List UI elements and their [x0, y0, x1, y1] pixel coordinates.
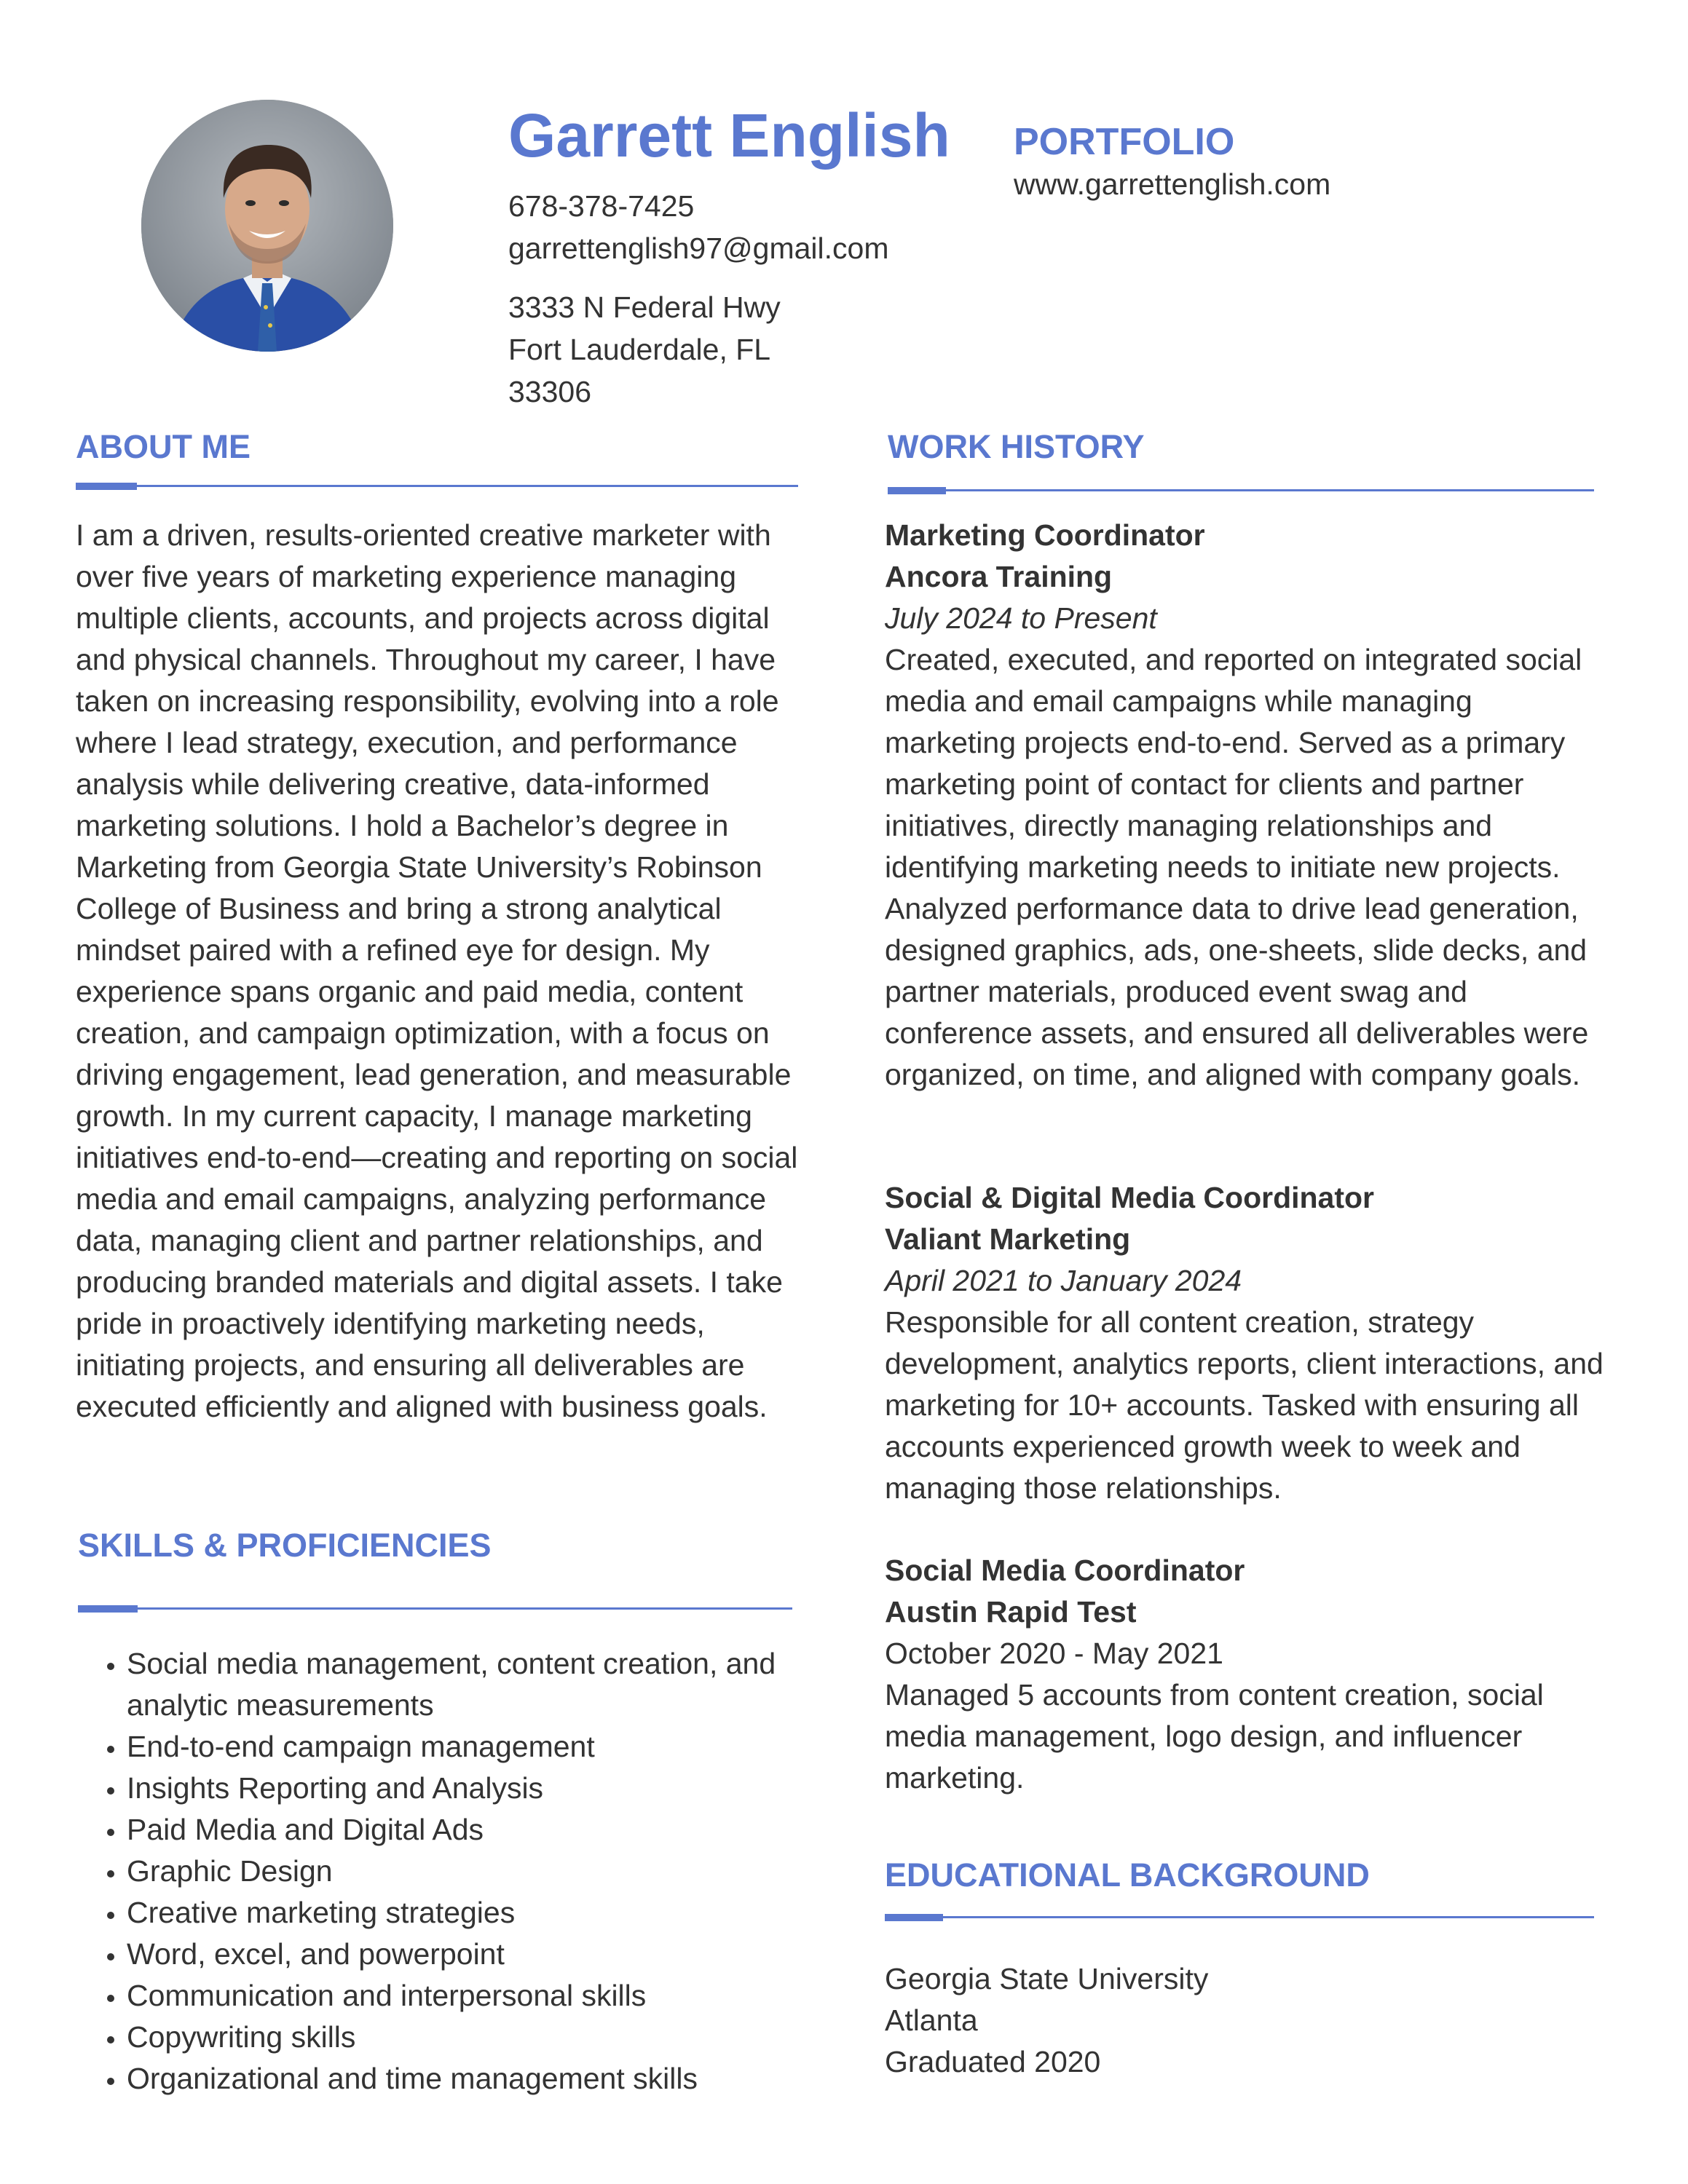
skill-item: • Social media management, content creation, and analytic measurements: [127, 1643, 804, 1726]
work-divider: [888, 489, 1594, 491]
skills-divider: [78, 1607, 792, 1610]
job-title: Social & Digital Media Coordinator: [885, 1181, 1375, 1214]
portfolio-heading: PORTFOLIO: [1014, 121, 1235, 163]
job-entry-2: [885, 1177, 1606, 1509]
skill-item: • Graphic Design: [127, 1851, 804, 1892]
education-entry: [885, 1958, 1606, 2083]
address-line-3: 33306: [508, 375, 592, 408]
about-divider: [76, 485, 798, 487]
job-description: Managed 5 accounts from content creation, social media management, logo design, and influencer marketing.: [885, 1678, 1544, 1795]
work-divider-accent: [888, 487, 946, 494]
job-description: Created, executed, and reported on integrated social media and email campaigns while managing marketing projects end-to-end. Served as a primary marketing point of contact for clients and partner initiatives, directly managing relationships and identifying marketing needs to initiate new projects. Analyzed performance data to drive lead generation, designed graphics, ads, one-sheets, slide decks, and partner materials, produced event swag and conference assets, and ensured all deliverables were organized, on time, and aligned with company goals.: [885, 643, 1589, 1091]
skill-item: • End-to-end campaign management: [127, 1726, 804, 1768]
skills-list-wrapper: [76, 1643, 804, 2100]
profile-photo-graphic: [141, 100, 393, 352]
education-divider: [885, 1916, 1594, 1918]
school-name: Georgia State University: [885, 1962, 1209, 1995]
skill-item: • Creative marketing strategies: [127, 1892, 804, 1934]
portfolio-link[interactable]: www.garrettenglish.com: [1014, 167, 1331, 201]
job-company: Valiant Marketing: [885, 1222, 1131, 1256]
address-line-2: Fort Lauderdale, FL: [508, 333, 771, 366]
about-divider-accent: [76, 483, 137, 490]
education-divider-accent: [885, 1914, 943, 1921]
skill-item: • Communication and interpersonal skills: [127, 1975, 804, 2017]
school-city: Atlanta: [885, 2003, 978, 2037]
skill-item: • Paid Media and Digital Ads: [127, 1809, 804, 1851]
job-dates: October 2020 - May 2021: [885, 1637, 1223, 1670]
job-company: Ancora Training: [885, 560, 1113, 593]
job-dates: July 2024 to Present: [885, 601, 1157, 635]
job-company: Austin Rapid Test: [885, 1595, 1137, 1629]
mailing-address: [508, 286, 781, 413]
skill-item: • Word, excel, and powerpoint: [127, 1934, 804, 1975]
email-address: garrettenglish97@gmail.com: [508, 232, 889, 265]
education-heading: EDUCATIONAL BACKGROUND: [885, 1856, 1370, 1894]
candidate-name: Garrett English: [508, 101, 950, 170]
about-heading: ABOUT ME: [76, 428, 251, 465]
skills-heading: SKILLS & PROFICIENCIES: [78, 1527, 492, 1564]
job-title: Marketing Coordinator: [885, 518, 1205, 552]
work-heading: WORK HISTORY: [888, 428, 1145, 465]
contact-info: [508, 185, 888, 269]
address-line-1: 3333 N Federal Hwy: [508, 290, 781, 324]
job-title: Social Media Coordinator: [885, 1554, 1245, 1587]
skill-item: • Organizational and time management skills: [127, 2058, 804, 2100]
skills-divider-accent: [78, 1605, 138, 1613]
job-dates: April 2021 to January 2024: [885, 1264, 1242, 1297]
about-text: I am a driven, results-oriented creative marketer with over five years of marketing experience managing multiple clients, accounts, and projects across digital and physical channels. Throughout my career, I have taken on increasing responsibility, evolving into a role where I lead strategy, execution, and performance analysis while delivering creative, data-informed marketing solutions. I hold a Bachelor’s degree in Marketing from Georgia State University’s Robinson College of Business and bring a strong analytical mindset paired with a refined eye for design. My experience spans organic and paid media, content creation, and campaign optimization, with a focus on driving engagement, lead generation, and measurable growth. In my current capacity, I manage marketing initiatives end-to-end—creating and reporting on social media and email campaigns, analyzing performance data, managing client and partner relationships, and producing branded materials and digital assets. I take pride in proactively identifying marketing needs, initiating projects, and ensuring all deliverables are executed efficiently and aligned with business goals.: [76, 518, 798, 1423]
graduation-year: Graduated 2020: [885, 2045, 1101, 2078]
skill-item: • Copywriting skills: [127, 2017, 804, 2058]
skill-item: • Insights Reporting and Analysis: [127, 1768, 804, 1809]
skills-list: [76, 1643, 804, 2100]
profile-photo: [141, 100, 393, 352]
phone-number: 678-378-7425: [508, 189, 695, 223]
job-entry-3: [885, 1550, 1606, 1799]
job-description: Responsible for all content creation, strategy development, analytics reports, client interactions, and marketing for 10+ accounts. Tasked with ensuring all accounts experienced growth week to week and managing those relationships.: [885, 1305, 1604, 1505]
job-entry-1: [885, 515, 1606, 1096]
